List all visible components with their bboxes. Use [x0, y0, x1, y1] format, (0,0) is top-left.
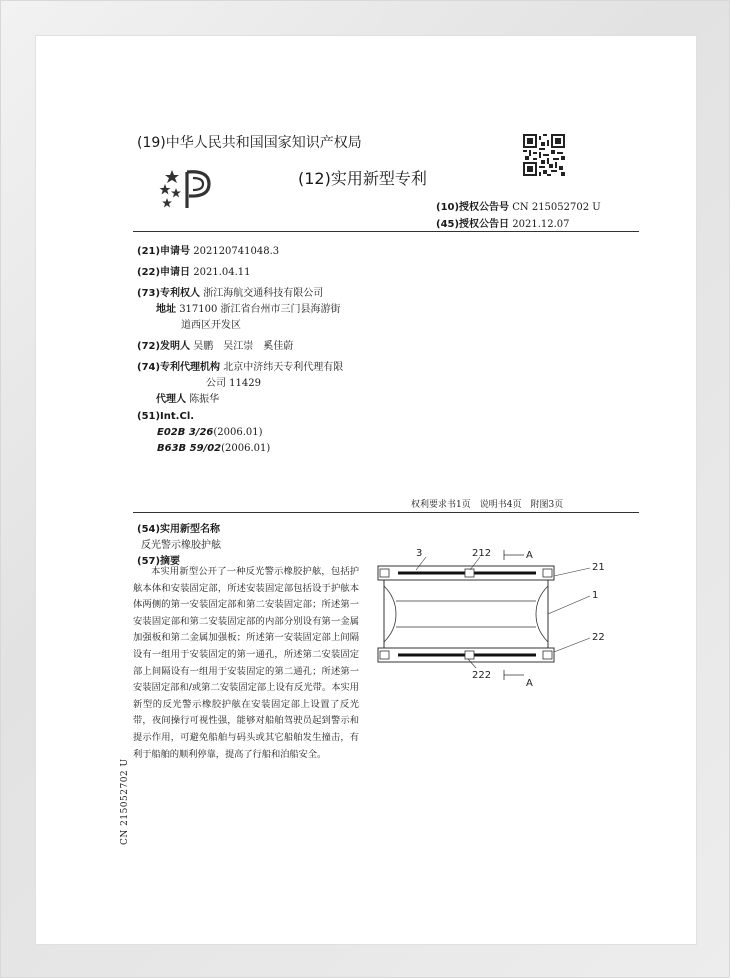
classification-2-code: B63B 59/02	[157, 443, 222, 454]
application-date-label: (22)申请日	[137, 267, 191, 278]
publication-number-row	[436, 198, 601, 213]
fig-label-1: 1	[592, 590, 599, 601]
agent: 陈振华	[189, 394, 220, 405]
application-number-row	[137, 242, 279, 257]
agency-line-1: 北京中济纬天专利代理有限	[223, 362, 344, 373]
agent-label: 代理人	[156, 394, 186, 405]
application-number: 202120741048.3	[193, 246, 280, 257]
fig-label-22: 22	[592, 632, 605, 643]
fig-label-3: 3	[416, 548, 423, 559]
office-name: (19)中华人民共和国国家知识产权局	[137, 135, 362, 151]
address-line-2: 道西区开发区	[181, 320, 241, 331]
utility-model-title: 反光警示橡胶护舷	[141, 540, 221, 551]
qr-code-icon	[523, 134, 565, 176]
fig-label-a-bottom: A	[526, 678, 533, 689]
agent-row	[156, 390, 219, 405]
patent-certificate	[93, 100, 639, 880]
inventors: 吴鹏 吴江崇 奚佳蔚	[193, 341, 294, 352]
patentee-label: (73)专利权人	[137, 288, 201, 299]
publication-date: 2021.12.07	[512, 219, 570, 230]
cnipa-emblem-icon	[159, 164, 219, 214]
address-label: 地址	[156, 304, 176, 315]
patentee: 浙江海航交通科技有限公司	[203, 288, 324, 299]
application-date: 2021.04.11	[193, 267, 251, 278]
publication-number: CN 215052702 U	[512, 202, 601, 213]
fig-label-21: 21	[592, 562, 605, 573]
abstract-label-text: (57)摘要	[137, 556, 181, 567]
classification-2-version: (2006.01)	[221, 443, 271, 454]
title-label	[137, 520, 220, 535]
publication-date-row	[436, 215, 570, 230]
fig-label-a-top: A	[526, 550, 533, 561]
fig-label-212: 212	[472, 548, 492, 559]
fender-drawing	[368, 546, 638, 690]
classification-1-version: (2006.01)	[213, 427, 263, 438]
classification-2	[157, 443, 270, 454]
intcl-label-text: (51)Int.Cl.	[137, 411, 195, 422]
header-divider	[133, 231, 639, 232]
application-number-label: (21)申请号	[137, 246, 191, 257]
publication-number-label: (10)授权公告号	[436, 202, 510, 213]
classification-1-code: E02B 3/26	[157, 427, 214, 438]
address-row	[156, 300, 341, 315]
frame-mat	[35, 35, 697, 945]
classification-1	[157, 427, 263, 438]
patentee-row	[137, 284, 323, 299]
abstract-divider	[133, 512, 639, 513]
agency-label: (74)专利代理机构	[137, 362, 221, 373]
document-type: (12)实用新型专利	[298, 169, 427, 188]
agency-row	[137, 358, 343, 373]
intcl-label	[137, 411, 194, 422]
page-count-info: 权利要求书1页 说明书4页 附图3页	[411, 500, 564, 510]
side-publication-number: CN 215052702 U	[120, 758, 130, 845]
fig-label-222: 222	[472, 670, 492, 681]
publication-date-label: (45)授权公告日	[436, 219, 510, 230]
application-date-row	[137, 263, 251, 278]
inventors-label: (72)发明人	[137, 341, 191, 352]
agency-line-2: 公司 11429	[206, 378, 261, 389]
abstract-text: 本实用新型公开了一种反光警示橡胶护舷，包括护舷本体和安装固定部，所述安装固定部包括设于护舷本体两侧的第一安装固定部和第二安装固定部；所述第一安装固定部和第二安装固定部的内部分别设有第一金属加强板和第二金属加强板；所述第一安装固定部上间隔设有一组用于安装固定的第一通孔，所述第二安装固定部上间隔设有一组用于安装固定的第二通孔；所述第一安装固定部和/或第二安装固定部上设有反光带。本实用新型的反光警示橡胶护舷在安装固定部上设置了反光带，夜间操行可视性强，能够对船舶驾驶员起到警示和提示作用，可避免船舶与码头或其它船舶发生撞击，有利于船舶的顺利停靠，提高了行船和泊船安全。	[133, 566, 359, 760]
inventors-row	[137, 337, 293, 352]
address-line-1: 317100 浙江省台州市三门县海游街	[179, 304, 341, 315]
title-label-text: (54)实用新型名称	[137, 524, 221, 535]
